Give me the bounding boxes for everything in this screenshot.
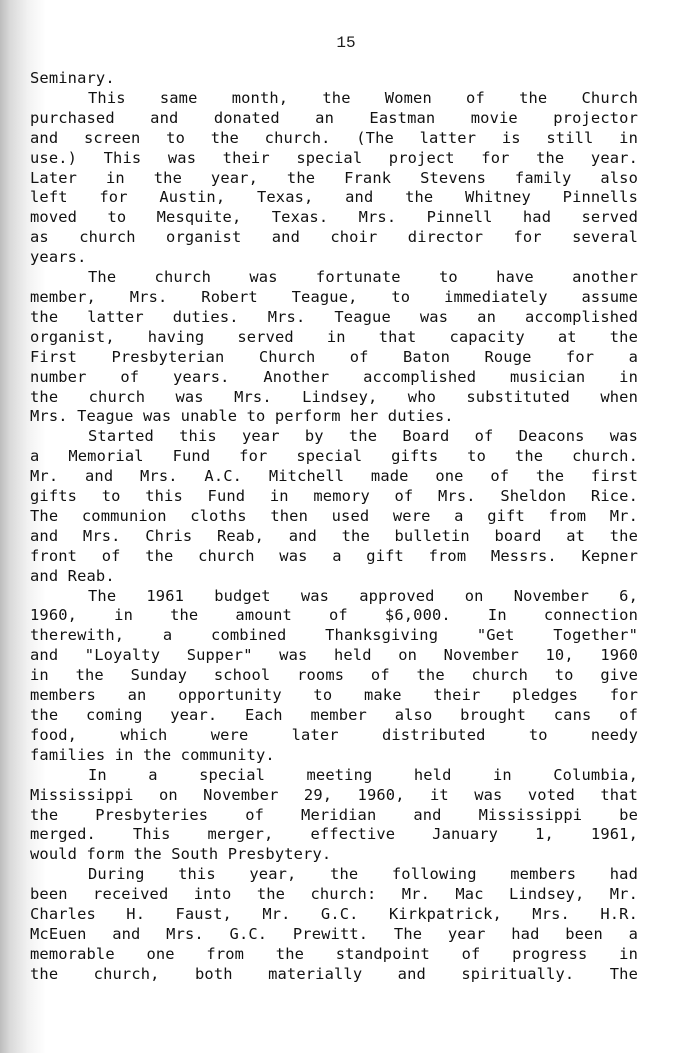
- text-line: years.: [30, 248, 87, 267]
- text-line: Later in the year, the Frank Stevens family also: [30, 168, 638, 187]
- text-line: 1960, in the amount of $6,000. In connection: [30, 606, 638, 625]
- text-line: the Presbyteries of Meridian and Mississippi be: [30, 805, 638, 824]
- text-line: Mississippi on November 29, 1960, it was voted that: [30, 785, 638, 804]
- text-line: a Memorial Fund for special gifts to the church.: [30, 447, 638, 466]
- text-line: and screen to the church. (The latter is still in: [30, 128, 638, 147]
- text-line: member, Mrs. Robert Teague, to immediately assume: [30, 287, 638, 306]
- text-line: purchased and donated an Eastman movie projector: [30, 108, 638, 127]
- text-line: In a special meeting held in Columbia,: [88, 765, 638, 784]
- text-line: Started this year by the Board of Deacons was: [88, 427, 638, 446]
- text-line: Charles H. Faust, Mr. G.C. Kirkpatrick, Mrs. H.R.: [30, 905, 638, 924]
- text-line: been received into the church: Mr. Mac Lindsey, Mr.: [30, 885, 638, 904]
- text-line: in the Sunday school rooms of the church to give: [30, 666, 638, 685]
- text-line: therewith, a combined Thanksgiving "Get Together": [30, 626, 638, 645]
- text-line: merged. This merger, effective January 1, 1961,: [30, 825, 638, 844]
- text-line: moved to Mesquite, Texas. Mrs. Pinnell had served: [30, 208, 638, 227]
- text-line: Mrs. Teague was unable to perform her duties.: [30, 407, 454, 426]
- text-line: the latter duties. Mrs. Teague was an accomplished: [30, 307, 638, 326]
- text-line: use.) This was their special project for the year.: [30, 148, 638, 167]
- text-line: This same month, the Women of the Church: [88, 88, 638, 107]
- text-line: the coming year. Each member also brought cans of: [30, 706, 638, 724]
- text-line: food, which were later distributed to needy: [30, 725, 638, 744]
- text-line: First Presbyterian Church of Baton Rouge for a: [30, 347, 638, 366]
- text-line: gifts to this Fund in memory of Mrs. Sheldon Rice.: [30, 487, 638, 506]
- text-line: front of the church was a gift from Messrs. Kepner: [30, 546, 638, 565]
- text-line: as church organist and choir director for several: [30, 228, 638, 247]
- text-line: and Reab.: [30, 566, 115, 585]
- text-line: left for Austin, Texas, and the Whitney Pinnells: [30, 188, 638, 207]
- text-line: Seminary.: [30, 69, 115, 87]
- text-line: The communion cloths then used were a gift from Mr.: [30, 506, 638, 525]
- text-line: would form the South Presbytery.: [30, 845, 332, 864]
- text-line: members an opportunity to make their pledges for: [30, 686, 638, 705]
- text-line: and Mrs. Chris Reab, and the bulletin board at the: [30, 526, 638, 545]
- text-line: The church was fortunate to have another: [88, 268, 638, 287]
- text-line: organist, having served in that capacity at the: [30, 327, 638, 346]
- text-line: The 1961 budget was approved on November 6,: [88, 586, 638, 605]
- text-line: the church, both materially and spiritually. The: [30, 964, 638, 983]
- text-line: number of years. Another accomplished musician in: [30, 367, 638, 386]
- text-line: memorable one from the standpoint of progress in: [30, 944, 638, 963]
- text-line: the church was Mrs. Lindsey, who substituted when: [30, 387, 638, 406]
- text-line: and "Loyalty Supper" was held on November 10, 1960: [30, 646, 638, 665]
- text-line: Mr. and Mrs. A.C. Mitchell made one of the first: [30, 467, 638, 486]
- page-number: 15: [336, 34, 356, 52]
- text-line: During this year, the following members had: [88, 865, 638, 884]
- body-text: [30, 69, 638, 985]
- text-line: McEuen and Mrs. G.C. Prewitt. The year had been a: [30, 924, 638, 943]
- text-line: families in the community.: [30, 745, 275, 764]
